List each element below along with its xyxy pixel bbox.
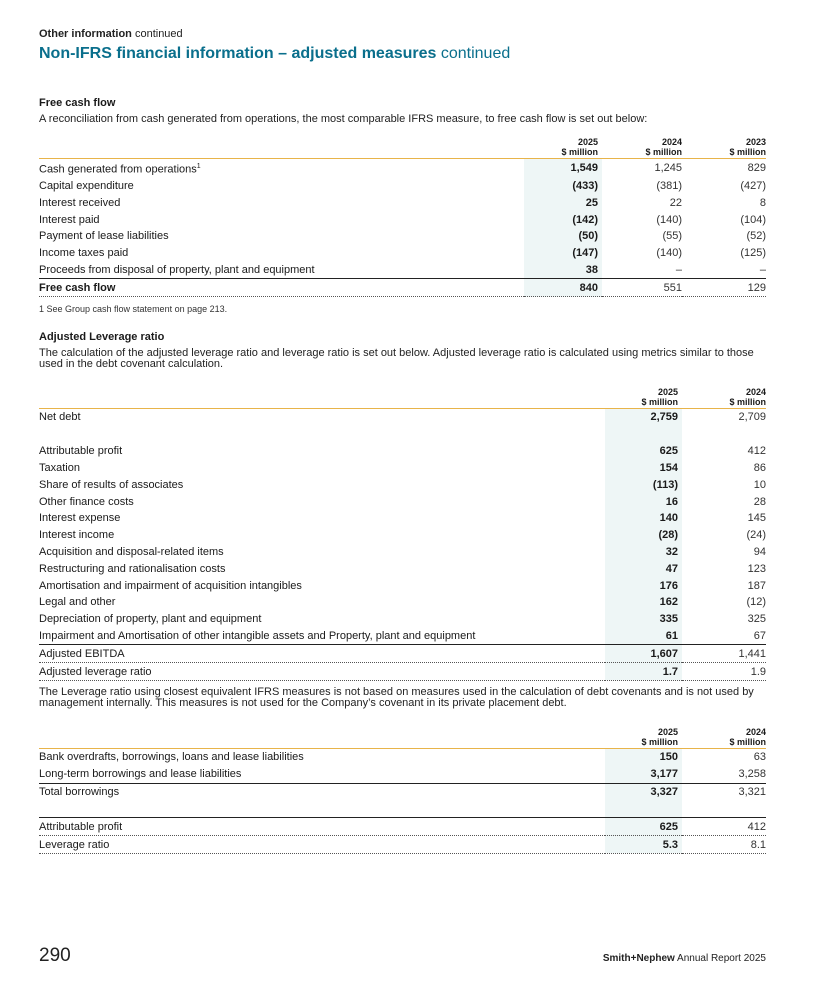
cell-value: 187 (747, 579, 766, 592)
footer-brand (603, 953, 766, 964)
free-cash-flow-table (39, 133, 766, 297)
free-cash-flow-intro: A reconciliation from cash generated from operations, the most comparable IFRS measure, to free cash flow is set out below: (39, 113, 648, 125)
row-label: Other finance costs (39, 495, 134, 508)
cell-value: 1,549 (524, 159, 602, 178)
cell-value: (104) (740, 213, 766, 226)
cell-value: 140 (605, 510, 682, 527)
cell-value: 335 (605, 611, 682, 628)
cell-value: (142) (524, 211, 602, 228)
adjusted-leverage-table (39, 383, 766, 681)
cell-value: 2,709 (738, 411, 766, 424)
cell-value: 129 (682, 279, 766, 297)
cell-value: (427) (740, 180, 766, 193)
cell-value: 32 (605, 544, 682, 561)
cell-value: 2,759 (605, 409, 682, 426)
col-header-2025: 2025 $ million (641, 727, 678, 747)
table-row (39, 228, 766, 245)
row-label: Share of results of associates (39, 478, 184, 491)
cell-value: 61 (605, 628, 682, 645)
page-number: 290 (39, 945, 71, 966)
title-bold: Non-IFRS financial information – adjusted measures (39, 45, 437, 62)
cell-value: 8.1 (682, 836, 766, 854)
adjusted-leverage-intro: The calculation of the adjusted leverage ratio and leverage ratio is set out below. Adjusted leverage ratio is calculated using metrics similar to those used in the debt covenant calculation. (39, 347, 754, 370)
table-header-row (39, 383, 766, 409)
total-borrowings-row (39, 783, 766, 800)
row-label: Leverage ratio (39, 836, 605, 854)
cell-value: 3,321 (682, 783, 766, 800)
cell-value: 1.9 (682, 663, 766, 681)
row-label: Cash generated from operations$^1$ (39, 163, 201, 176)
cell-value: 123 (747, 562, 766, 575)
col-header-2025: 2025 $ million (641, 387, 678, 407)
cell-value: (52) (746, 230, 766, 243)
cell-value: 325 (747, 613, 766, 626)
cell-value: 150 (605, 749, 682, 766)
row-label: Net debt (39, 411, 81, 424)
col-header-2024: 2024 $ million (729, 387, 766, 407)
table-row (39, 443, 766, 460)
cell-value: (12) (746, 596, 766, 609)
cell-value: 3,258 (738, 768, 766, 781)
table-row (39, 493, 766, 510)
row-label: Acquisition and disposal-related items (39, 545, 224, 558)
net-debt-row (39, 409, 766, 426)
adjusted-ebitda-row (39, 645, 766, 663)
row-label: Interest income (39, 529, 115, 542)
leverage-intro: The Leverage ratio using closest equivalent IFRS measures is not based on measures used in the calculation of debt covenants and is not used by management internally. This measures is not used for the Company’s covenant in its private placement debt. (39, 686, 754, 709)
cell-value: 145 (747, 512, 766, 525)
cell-value: 63 (753, 751, 766, 764)
row-label: Proceeds from disposal of property, plant and equipment (39, 264, 315, 277)
table-row (39, 766, 766, 783)
cell-value: 10 (753, 478, 766, 491)
row-label: Payment of lease liabilities (39, 230, 169, 243)
row-label: Interest expense (39, 512, 121, 525)
col-header-2024: 2024 $ million (729, 727, 766, 747)
cell-value: 551 (602, 279, 682, 297)
cell-value: (113) (605, 476, 682, 493)
report-name: Annual Report 2025 (677, 953, 766, 964)
cell-value: 412 (747, 445, 766, 458)
cell-value: 162 (605, 594, 682, 611)
row-label: Adjusted leverage ratio (39, 663, 605, 681)
footnote: 1 See Group cash flow statement on page 213. (39, 304, 228, 314)
table-row (39, 527, 766, 544)
cell-value: 5.3 (605, 836, 682, 854)
row-label: Free cash flow (39, 279, 524, 297)
leverage-ratio-row (39, 836, 766, 854)
cell-value: (381) (656, 180, 682, 193)
row-label: Long-term borrowings and lease liabilities (39, 768, 242, 781)
cell-value: 154 (605, 460, 682, 477)
table-header-row (39, 723, 766, 749)
brand-name: Smith+Nephew (602, 953, 675, 964)
table-row (39, 460, 766, 477)
table-row (39, 560, 766, 577)
cell-value: (50) (524, 228, 602, 245)
section-kicker (39, 28, 183, 40)
table-row (39, 611, 766, 628)
col-header-2023: 2023 $ million (729, 137, 766, 157)
cell-value: 3,177 (605, 766, 682, 783)
table-row (39, 262, 766, 279)
cell-value: (140) (656, 213, 682, 226)
cell-value: 1,245 (654, 162, 682, 175)
cell-value: 829 (747, 162, 766, 175)
cell-value: 3,327 (605, 783, 682, 800)
table-header-row (39, 133, 766, 159)
title-light: continued (440, 45, 511, 62)
cell-value: 8 (759, 196, 766, 209)
row-label: Bank overdrafts, borrowings, loans and lease liabilities (39, 751, 304, 764)
cell-value: 840 (524, 279, 602, 297)
cell-value: 625 (605, 443, 682, 460)
kicker-bold: Other information (39, 28, 132, 40)
leverage-table (39, 723, 766, 854)
cell-value: – (675, 264, 682, 277)
attributable-profit-row (39, 818, 766, 836)
table-row (39, 245, 766, 262)
cell-value: 412 (682, 818, 766, 836)
cell-value: 16 (605, 493, 682, 510)
table-row (39, 749, 766, 766)
table-row (39, 628, 766, 645)
cell-value: (125) (740, 247, 766, 260)
row-label: Amortisation and impairment of acquisition intangibles (39, 579, 302, 592)
cell-value: (147) (524, 245, 602, 262)
free-cash-flow-title: Free cash flow (39, 97, 116, 109)
cell-value: 22 (669, 196, 682, 209)
total-row (39, 279, 766, 297)
cell-value: 47 (605, 560, 682, 577)
row-label: Restructuring and rationalisation costs (39, 562, 226, 575)
cell-value: (28) (605, 527, 682, 544)
row-label: Interest received (39, 196, 121, 209)
cell-value: (433) (524, 178, 602, 195)
row-label: Interest paid (39, 213, 100, 226)
cell-value: 38 (524, 262, 602, 279)
table-row (39, 476, 766, 493)
cell-value: (55) (662, 230, 682, 243)
table-row (39, 211, 766, 228)
row-label: Impairment and Amortisation of other intangible assets and Property, plant and equipment (39, 629, 476, 642)
row-label: Depreciation of property, plant and equipment (39, 613, 262, 626)
cell-value: 86 (753, 461, 766, 474)
col-header-2025: 2025 $ million (561, 137, 598, 157)
cell-value: 1,441 (682, 645, 766, 663)
cell-value: (24) (746, 529, 766, 542)
table-row (39, 577, 766, 594)
cell-value: 625 (605, 818, 682, 836)
cell-value: 1.7 (605, 663, 682, 681)
kicker-light: continued (134, 28, 183, 40)
page-title (39, 45, 510, 63)
table-row (39, 194, 766, 211)
row-label: Legal and other (39, 596, 116, 609)
table-row (39, 594, 766, 611)
row-label: Adjusted EBITDA (39, 645, 605, 663)
table-row (39, 178, 766, 195)
cell-value: 176 (605, 577, 682, 594)
cell-value: (140) (656, 247, 682, 260)
cell-value: 67 (753, 629, 766, 642)
table-row (39, 510, 766, 527)
cell-value: 1,607 (605, 645, 682, 663)
row-label: Taxation (39, 461, 80, 474)
row-label: Attributable profit (39, 445, 123, 458)
cell-value: 28 (753, 495, 766, 508)
cell-value: 94 (753, 545, 766, 558)
col-header-2024: 2024 $ million (645, 137, 682, 157)
cell-value: 25 (524, 194, 602, 211)
table-row (39, 159, 766, 178)
row-label: Total borrowings (39, 783, 605, 800)
adjusted-leverage-ratio-row (39, 663, 766, 681)
cell-value: – (759, 264, 766, 277)
adjusted-leverage-title: Adjusted Leverage ratio (39, 331, 165, 343)
row-label: Attributable profit (39, 818, 605, 836)
row-label: Capital expenditure (39, 180, 134, 193)
table-row (39, 544, 766, 561)
row-label: Income taxes paid (39, 247, 129, 260)
